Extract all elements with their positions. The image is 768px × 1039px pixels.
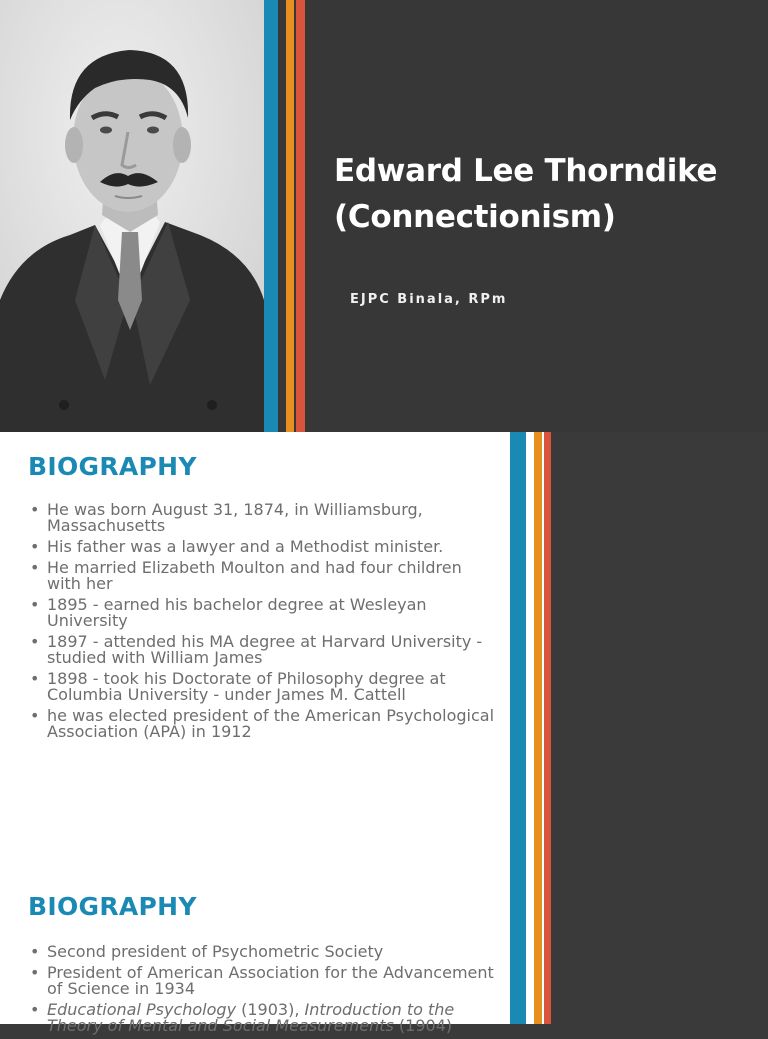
biography-slide	[0, 432, 768, 1035]
title-line-2: (Connectionism)	[334, 199, 616, 235]
accent-stripe-red	[296, 0, 305, 432]
list-item: • 1895 - earned his bachelor degree at Wesleyan University	[30, 597, 500, 629]
accent-stripe-blue	[264, 0, 278, 432]
accent-stripe-red	[544, 432, 551, 1024]
list-item-books	[30, 1002, 500, 1034]
list-item: • His father was a lawyer and a Methodist minister.	[30, 539, 500, 555]
list-item: • He married Elizabeth Moulton and had four children with her	[30, 560, 500, 592]
list-item: • he was elected president of the American Psychological Association (APA) in 1912	[30, 708, 500, 740]
biography-list	[30, 502, 500, 745]
stripe-gap	[526, 432, 534, 1024]
list-item: • 1897 - attended his MA degree at Harvard University - studied with William James	[30, 634, 500, 666]
dark-side-panel	[551, 432, 768, 1024]
biography-list-2	[30, 944, 500, 1039]
biography-heading-2: BIOGRAPHY	[28, 892, 197, 921]
accent-stripe-orange	[534, 432, 542, 1024]
book-title: Educational Psychology	[47, 1000, 237, 1019]
portrait-illustration	[0, 0, 264, 432]
biography-heading: BIOGRAPHY	[28, 452, 197, 481]
list-item: • 1898 - took his Doctorate of Philosophy degree at Columbia University - under James M. Cattell	[30, 671, 500, 703]
portrait-photo	[0, 0, 264, 432]
book-year: (1904)	[393, 1016, 453, 1035]
book-title: Introduction to the Theory of Mental and Social Measurements	[47, 1000, 455, 1035]
book-year: (1903),	[236, 1000, 305, 1019]
list-item: • Second president of Psychometric Society	[30, 944, 500, 960]
author-name: EJPC Binala, RPm	[350, 292, 508, 307]
list-item: • He was born August 31, 1874, in Williamsburg, Massachusetts	[30, 502, 500, 534]
slide-title	[334, 148, 754, 240]
accent-stripe-orange	[286, 0, 294, 432]
title-line-1: Edward Lee Thorndike	[334, 153, 718, 189]
stripe-gap	[278, 0, 286, 432]
accent-stripe-blue	[510, 432, 526, 1024]
list-item: • President of American Association for the Advancement of Science in 1934	[30, 965, 500, 997]
biography-panel	[0, 432, 510, 1035]
title-slide	[0, 0, 768, 432]
